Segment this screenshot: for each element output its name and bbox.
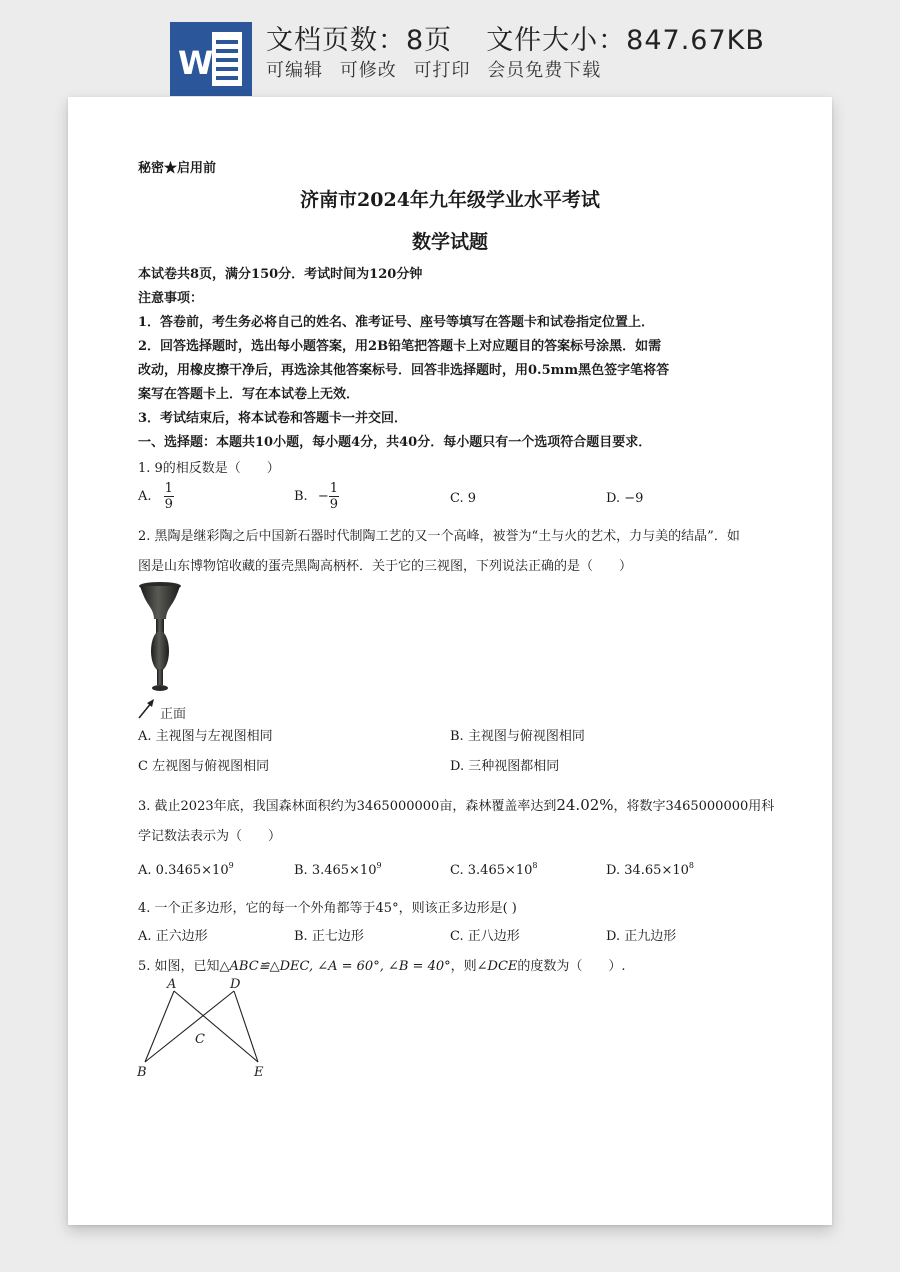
exam-title: 济南市2024年九年级学业水平考试 — [300, 189, 600, 211]
notice-3: 3．考试结束后，将本试卷和答题卡一并交回． — [138, 411, 408, 426]
download-banner — [0, 0, 900, 96]
feature-list — [266, 56, 611, 82]
exam-subtitle: 数学试题 — [411, 231, 488, 253]
q5-stem: 5. 如图，已知△ABC≌△DEC, ∠A = 60°, ∠B = 40°，则∠DCE的度数为（ ）. — [138, 959, 626, 974]
feature-member-download: 会员免费下载 — [487, 60, 602, 81]
q1-option-b: B. − $\frac{1}{9}$ — [294, 481, 339, 512]
q1-option-c: C. 9 — [450, 491, 477, 506]
file-size: 文件大小：847.67KB — [486, 25, 765, 56]
notice-2-line-2: 改动，用橡皮擦干净后，再选涂其他答案标号．回答非选择题时，用0.5mm黑色签字笔将答 — [138, 363, 670, 378]
triangle-figure — [134, 975, 274, 1083]
notice-2-line-3: 案写在答题卡上．写在本试卷上无效． — [138, 387, 360, 402]
q3-stem-line-1: 3. 截止2023年底，我国森林面积约为3465000000亩，森林覆盖率达到24.02%，将数字3465000000用科 — [138, 796, 775, 814]
document-page — [68, 97, 832, 1225]
q1-stem: 1. 9的相反数是（ ） — [138, 461, 280, 476]
point-b-label: B — [137, 1065, 147, 1080]
point-e-label: E — [254, 1065, 264, 1080]
notice-heading: 注意事项： — [138, 291, 204, 306]
q4-option-a: A. 正六边形 — [138, 929, 208, 944]
word-doc-icon — [170, 22, 252, 96]
q2-option-b: B. 主视图与俯视图相同 — [450, 729, 585, 744]
feature-printable: 可打印 — [413, 60, 471, 81]
q3-stem-line-2: 学记数法表示为（ ） — [138, 829, 282, 844]
point-d-label: D — [230, 977, 241, 992]
q1-option-d: D. −9 — [606, 491, 644, 506]
q4-stem: 4. 一个正多边形，它的每一个外角都等于45°，则该正多边形是( ) — [138, 901, 517, 916]
q3-option-d: D. $34.65\times 10^8$ — [606, 861, 694, 878]
page-count: 文档页数：8页 — [266, 25, 453, 56]
q2-option-d: D. 三种视图都相同 — [450, 759, 560, 774]
feature-editable: 可编辑 — [266, 60, 323, 81]
q4-option-c: C. 正八边形 — [450, 929, 520, 944]
q3-option-b: B. $3.465\times 10^9$ — [294, 861, 382, 878]
svg-text:W: W — [178, 44, 214, 82]
secret-label: 秘密★启用前 — [138, 161, 217, 176]
front-direction-arrow-icon — [136, 697, 158, 721]
q2-option-c: C 左视图与俯视图相同 — [138, 759, 270, 774]
front-label: 正面 — [160, 707, 187, 722]
q2-stem-line-1: 2. 黑陶是继彩陶之后中国新石器时代制陶工艺的又一个高峰，被誉为“土与火的艺术，力与美的结晶”．如 — [138, 529, 740, 544]
notice-1: 1．答卷前，考生务必将自己的姓名、准考证号、座号等填写在答题卡和试卷指定位置上． — [138, 315, 655, 330]
q2-option-a: A. 主视图与左视图相同 — [138, 729, 273, 744]
q4-option-b: B. 正七边形 — [294, 929, 364, 944]
q1-option-a: A. $\frac{1}{9}$ — [138, 481, 173, 512]
point-a-label: A — [167, 977, 177, 992]
point-c-label: C — [195, 1032, 205, 1047]
q3-option-a: A. $0.3465\times 10^9$ — [138, 861, 234, 878]
feature-modifiable: 可修改 — [339, 60, 397, 81]
exam-intro: 本试卷共8页，满分150分．考试时间为120分钟 — [138, 267, 423, 282]
section-1-heading: 一、选择题：本题共10小题，每小题4分，共40分．每小题只有一个选项符合题目要求． — [138, 435, 652, 450]
q3-option-c: C. $3.465\times 10^8$ — [450, 861, 538, 878]
q2-stem-line-2: 图是山东博物馆收藏的蛋壳黑陶高柄杯．关于它的三视图，下列说法正确的是（ ） — [138, 559, 633, 574]
notice-2-line-1: 2．回答选择题时，选出每小题答案，用2B铅笔把答题卡上对应题目的答案标号涂黑．如需 — [138, 339, 662, 354]
q4-option-d: D. 正九边形 — [606, 929, 677, 944]
file-info — [266, 18, 765, 57]
